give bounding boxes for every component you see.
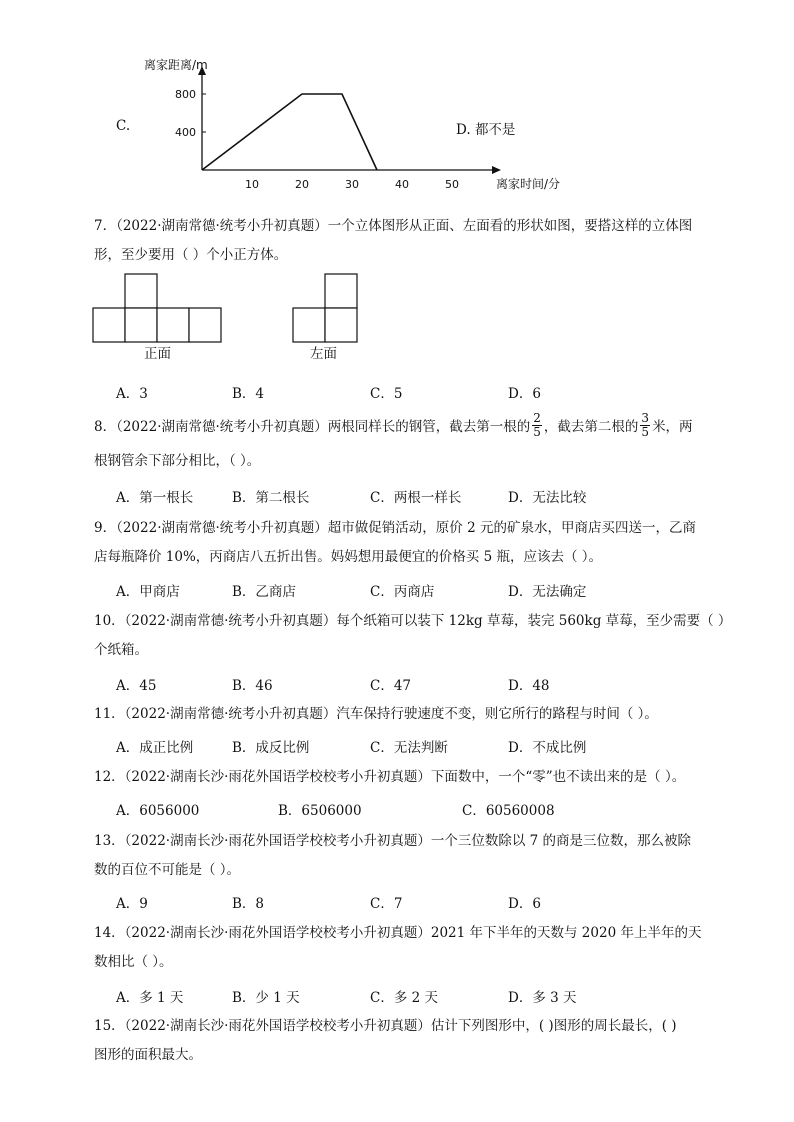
q6-option-c-label: C. [116,118,131,134]
front-view-top-cell [125,274,157,308]
frac-numerator: 3 [641,411,650,425]
q12-stem-line-1: 12．（2022·湖南长沙·雨花外国语学校校考小升初真题）下面数中，一个“零”也不读出来的是（ ）。 [94,769,686,785]
q9-option-d: D．无法确定 [508,584,587,600]
q9-stem-line-1: 9．（2022·湖南常德·统考小升初真题）超市做促销活动，原价 2 元的矿泉水，甲商店买四送一，乙商 [94,520,696,536]
q8-stem-part-1: 8．（2022·湖南常德·统考小升初真题）两根同样长的钢管，截去第一根的 [94,419,531,435]
q7-front-view-label: 正面 [144,346,171,362]
distance-series-line [202,94,377,170]
y-tick-label: 400 [175,126,196,139]
q12-option-c: C．60560008 [462,803,555,819]
q8-option-a: A．第一根长 [116,490,194,506]
frac-denominator: 5 [641,425,650,439]
q14-option-c: C．多 2 天 [370,990,439,1006]
q7-option-a: A．3 [116,386,148,402]
q14-stem-line-1: 14．（2022·湖南长沙·雨花外国语学校校考小升初真题）2021 年下半年的天数与 2020 年上半年的天 [94,925,702,941]
q8-stem-part-2: ，截去第二根的 [543,419,639,435]
frac-denominator: 5 [533,425,541,439]
q14-option-d: D．多 3 天 [508,990,577,1006]
q9-option-a: A．甲商店 [116,584,180,600]
q9-option-c: C．丙商店 [370,584,435,600]
fraction-two-fifths [532,412,542,439]
q8-option-c: C．两根一样长 [370,490,462,506]
x-tick-label: 30 [345,178,359,191]
q8-option-b: B．第二根长 [232,490,310,506]
q10-stem-line-1: 10．（2022·湖南常德·统考小升初真题）每个纸箱可以装下 12kg 草莓，装完 560kg 草莓，至少需要（ ） [94,613,732,629]
front-view-cell [157,308,189,342]
q13-option-c: C．7 [370,896,403,912]
q10-option-d: D．48 [508,678,550,694]
q13-option-b: B．8 [232,896,265,912]
q9-stem-line-2: 店每瓶降价 10%，丙商店八五折出售。妈妈想用最便宜的价格买 5 瓶，应该去（ ）。 [94,549,603,565]
q6-option-d-text: 都不是 [474,122,516,138]
q15-stem-line-2: 图形的面积最大。 [94,1047,202,1063]
q8-stem-line-1 [94,411,693,441]
q15-stem-line-1: 15．（2022·湖南长沙·雨花外国语学校校考小升初真题）估计下列图形中，( )图形的周长最长，( ) [94,1018,677,1034]
q9-option-b: B．乙商店 [232,584,296,600]
q13-option-a: A．9 [116,896,148,912]
q7-option-b: B．4 [232,386,265,402]
q10-option-a: A．45 [116,678,157,694]
frac-numerator: 2 [533,411,541,425]
left-view-cell [293,308,325,342]
x-axis-arrow [492,166,501,174]
q7-stem-line-1: 7．（2022·湖南常德·统考小升初真题）一个立体图形从正面、左面看的形状如图，要搭这样的立体图 [94,218,693,234]
q13-stem-line-1: 13．（2022·湖南长沙·雨花外国语学校校考小升初真题）一个三位数除以 7 的商是三位数，那么被除 [94,833,692,849]
q13-stem-line-2: 数的百位不可能是（ ）。 [94,862,241,878]
q13-option-d: D．6 [508,896,541,912]
q12-option-a: A．6056000 [116,803,200,819]
q11-option-a: A．成正比例 [116,740,194,756]
front-view-cell [189,308,221,342]
q11-option-c: C．无法判断 [370,740,448,756]
q7-option-d: D．6 [508,386,541,402]
x-axis-label: 离家时间/分 [496,177,561,191]
x-tick-label: 20 [295,178,309,191]
x-tick-label: 40 [395,178,409,191]
q6-option-d-label: D. [456,122,471,138]
x-tick-label: 10 [245,178,259,191]
q10-stem-line-2: 个纸箱。 [94,642,148,658]
q11-stem-line-1: 11．（2022·湖南常德·统考小升初真题）汽车保持行驶速度不变，则它所行的路程与时间（ ）。 [94,706,658,722]
front-view-cell [93,308,125,342]
q14-stem-line-2: 数相比（ ）。 [94,954,173,970]
q6-option-d [456,118,515,138]
y-tick-label: 800 [175,88,196,101]
q7-stem-line-2: 形，至少要用（ ）个小正方体。 [94,247,288,263]
q12-option-b: B．6506000 [278,803,362,819]
q8-stem-line-2: 根钢管余下部分相比，（ ）。 [94,453,261,469]
x-tick-label: 50 [445,178,459,191]
left-view-top-cell [325,274,357,308]
q11-option-d: D．不成比例 [508,740,587,756]
fraction-three-fifths [640,412,650,439]
q7-left-view-label: 左面 [310,346,337,362]
q10-option-c: C．47 [370,678,412,694]
q7-option-c: C．5 [370,386,403,402]
left-view-cell [325,308,357,342]
q8-option-d: D．无法比较 [508,490,587,506]
q7-views-figure [92,272,392,344]
y-axis-label: 离家距离/m [144,58,208,72]
q14-option-a: A．多 1 天 [116,990,184,1006]
q11-option-b: B．成反比例 [232,740,310,756]
q14-option-b: B．少 1 天 [232,990,300,1006]
q10-option-b: B．46 [232,678,273,694]
front-view-cell [125,308,157,342]
q8-stem-part-3: 米，两 [652,419,693,435]
